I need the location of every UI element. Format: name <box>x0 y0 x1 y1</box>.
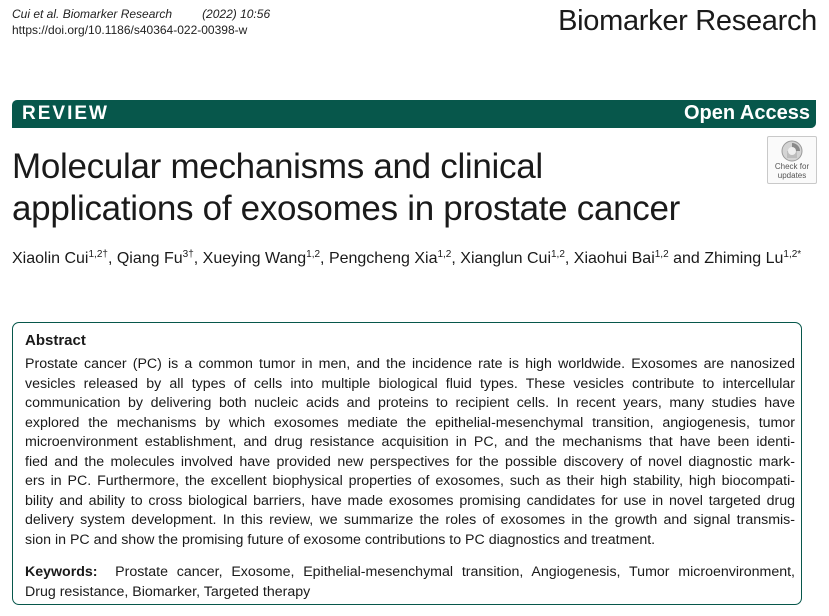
abstract-line: microenvironment establishment, and drug resistance acquisition in PC, and the mechanisms that have been identi- <box>25 434 795 450</box>
author-affiliation: 1,2* <box>783 249 802 260</box>
citation-info <box>12 6 270 38</box>
abstract-line: bility and ability to cross biological barriers, have made exosomes promising candidates for use in novel targeted drug <box>25 492 795 509</box>
author-name: Zhiming Lu <box>704 250 784 267</box>
abstract-line: Prostate cancer (PC) is a common tumor in men, and the incidence rate is high worldwide. Exosomes are nanosized <box>25 356 795 372</box>
abstract-line: fied and the molecules involved have provided new perspectives for the possible discovery of novel diagnostic mark- <box>25 453 795 470</box>
abstract-text <box>25 355 795 550</box>
author-separator: and <box>668 250 705 267</box>
author[interactable] <box>117 250 194 267</box>
check-for-updates-text <box>768 162 816 180</box>
citation-year: (2022) 10:56 <box>202 7 271 21</box>
abstract-line: explored the mechanisms by which exosomes mediate the epithelial-mesenchymal transition, angiogenesis, tumor <box>25 414 795 431</box>
abstract-line: delivery system development. In this review, we summarize the roles of exosomes in the growth and signal transmis- <box>25 512 795 528</box>
article-title <box>12 146 762 230</box>
author-separator: , <box>107 250 117 267</box>
author-name: Xiaohui Bai <box>573 250 655 267</box>
title-line-2: applications of exosomes in prostate cancer <box>12 189 681 228</box>
keywords <box>25 563 795 602</box>
check-for-updates-icon <box>781 140 803 162</box>
abstract-heading: Abstract <box>25 332 86 349</box>
badge-line-2: updates <box>777 171 807 180</box>
author-separator: , <box>193 250 203 267</box>
journal-name: Biomarker Research <box>558 5 817 37</box>
author[interactable] <box>329 250 451 267</box>
doi-link[interactable]: https://doi.org/10.1186/s40364-022-00398-w <box>12 23 248 37</box>
abstract-line: communication by delivering both nucleic acids and proteins to recipient cells. In recent years, many studies have <box>25 395 795 411</box>
author-affiliation: 1,2 <box>654 249 669 260</box>
author-name: Xueying Wang <box>202 250 307 267</box>
author-separator: , <box>320 250 329 267</box>
abstract-line: vesicles released by all types of cells into multiple biological fluid types. These vesicles contribute to intercellular <box>25 375 795 392</box>
author-name: Pengcheng Xia <box>328 250 438 267</box>
check-for-updates-badge[interactable] <box>767 136 817 184</box>
badge-line-1: Check for <box>774 162 810 171</box>
author[interactable] <box>12 250 108 267</box>
title-line-1: Molecular mechanisms and clinical <box>12 147 543 186</box>
citation-authors: Cui et al. Biomarker Research <box>12 7 173 21</box>
author-name: Qiang Fu <box>116 250 183 267</box>
abstract-box <box>12 322 802 605</box>
author[interactable] <box>460 250 565 267</box>
abstract-line: sion in PC and show the promising future of exosome contributions to PC diagnostics and treatment. <box>25 531 656 548</box>
author-affiliation: 3† <box>182 249 194 260</box>
open-access-label: Open Access <box>684 102 810 124</box>
author-name: Xianglun Cui <box>460 250 551 267</box>
author-affiliation: 1,2† <box>88 249 108 260</box>
author[interactable] <box>203 250 320 267</box>
keywords-list-2: Drug resistance, Biomarker, Targeted therapy <box>25 583 311 600</box>
author-affiliation: 1,2 <box>437 249 452 260</box>
keywords-label: Keywords: <box>25 564 98 580</box>
author-affiliation: 1,2 <box>306 249 321 260</box>
keywords-list-1: Prostate cancer, Exosome, Epithelial-mesenchymal transition, Angiogenesis, Tumor microenvironment, <box>115 564 795 580</box>
author-name: Xiaolin Cui <box>12 250 89 267</box>
article-type-label: REVIEW <box>22 103 109 124</box>
author-list <box>12 248 801 270</box>
abstract-line: ers in PC. Furthermore, the excellent biophysical properties of exosomes, such as their high stability, high biocompati- <box>25 473 795 489</box>
author[interactable] <box>574 250 669 267</box>
author-separator: , <box>451 250 461 267</box>
article-type-banner <box>12 100 816 128</box>
author[interactable] <box>704 250 801 267</box>
author-affiliation: 1,2 <box>551 249 565 260</box>
author-separator: , <box>564 250 574 267</box>
